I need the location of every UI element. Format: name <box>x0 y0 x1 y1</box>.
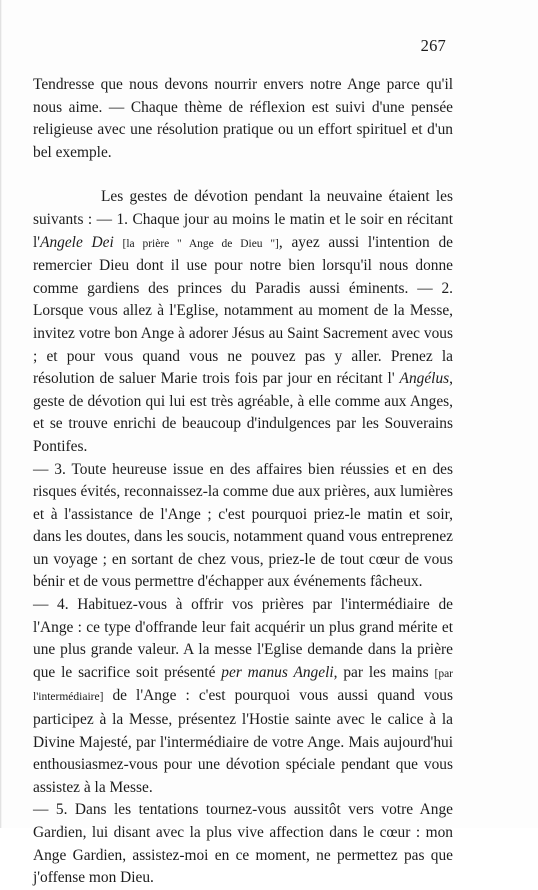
page-body <box>33 74 453 890</box>
paragraph-text: Les gestes de dévotion pendant la neuvaine étaient les suivants : — 1. Chaque jour au moins le matin et le soir en récitant l' <box>33 188 453 251</box>
page-number: 267 <box>420 36 446 55</box>
paragraph-item-4 <box>33 594 453 799</box>
paragraph-item-3: — 3. Toute heureuse issue en des affaires bien réussies et en des risques évités, reconnaissez-la comme due aux prières, aux lumières et à l'assistance de l'Ange ; c'est pourquoi priez-le matin et soir, dans les doutes, dans les soucis, notamment quand vous entreprenez un voyage ; en sortant de chez vous, priez-le de tout cœur de vous bénir et de vous permettre d'échapper aux événements fâcheux. <box>33 460 453 591</box>
translator-note: [la prière " Ange de Dieu "] <box>122 237 279 250</box>
latin-phrase: per manus Angeli <box>221 663 334 681</box>
paragraph-text: , ayez aussi l'intention de remercier Dieu dont il use pour notre bien lorsqu'il nous donne comme gardiens des princes du Paradis aussi éminents. — 2. Lorsque vous allez à l'Eglise, notamment au moment de la Messe, invitez votre bon Ange à adorer Jésus au Saint Sacrement avec vous ; et pour vous quand vous ne pouvez pas y aller. Prenez la résolution de saluer Marie trois fois par jour en récitant l' <box>33 233 453 388</box>
spacer-text <box>114 234 123 251</box>
paragraph-intro: Tendresse que nous devons nourrir envers notre Ange parce qu'il nous aime. — Chaque thème de réflexion est suivi d'une pensée religieuse avec une résolution pratique ou un effort spirituel et d'un bel exemple. <box>33 76 453 161</box>
paragraph-devotion-gestures <box>33 186 453 458</box>
paragraph-text: , geste de dévotion qui lui est très agréable, à elle comme aux Anges, et se trouve enrichi de beaucoup d'indulgences par les Souverains Pontifes. <box>33 370 453 455</box>
latin-prayer-title: Angele Dei <box>40 233 114 251</box>
angelus-title: Angélus <box>399 370 450 388</box>
paragraph-text: , par les mains <box>333 663 435 681</box>
paragraph-item-5: — 5. Dans les tentations tournez-vous aussitôt vers votre Ange Gardien, lui disant avec la plus vive affection dans le cœur : mon Ange Gardien, assistez-moi en ce moment, ne permettez pas que j'offense mon Dieu. <box>33 801 453 887</box>
paragraph-text: de l'Ange : c'est pourquoi vous aussi quand vous participez à la Messe, présentez l'Hostie sainte avec le calice à la Divine Majesté, par l'intermédiaire de votre Ange. Mais aujourd'hui enthousiasmez-vous pour une dévotion spéciale pendant que vous assistez à la Messe. <box>33 687 453 796</box>
scan-edge <box>0 0 2 828</box>
translator-note: [par l'intermédiaire] <box>33 667 453 704</box>
paragraph-text: — 4. Habituez-vous à offrir vos prières par l'intermédiaire de l'Ange : ce type d'offrande leur fait acquérir un plus grand mérite et une plus grande valeur. A la messe l'Eglise demande dans la prière que le sacrifice soit présenté <box>33 596 453 681</box>
